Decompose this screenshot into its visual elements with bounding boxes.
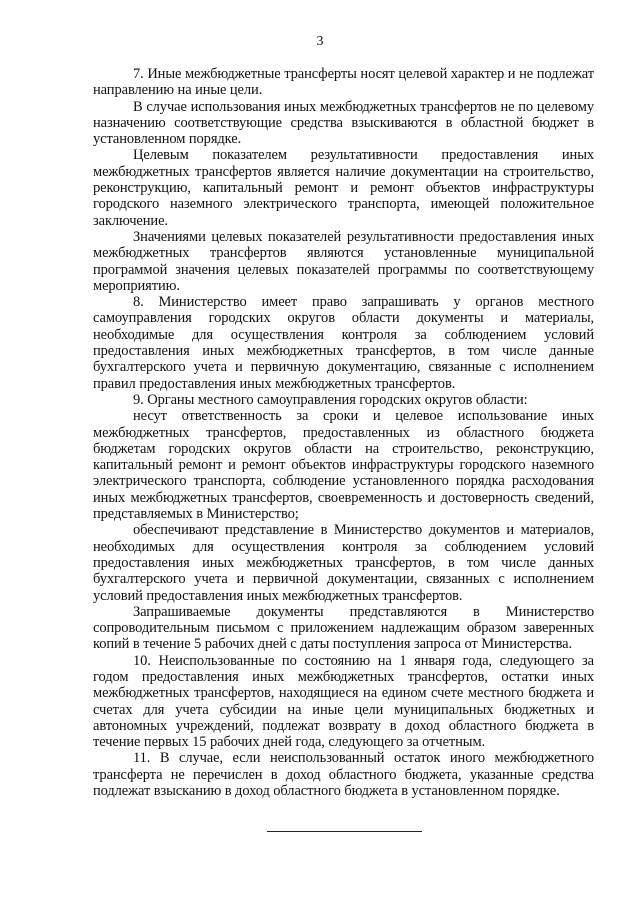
paragraph-11: 11. В случае, если неиспользованный остаток иного межбюджетного трансферта не перечислен в доход областного бюджета, указанные средства подлежат взысканию в доход областного бюджета в установленном порядке. — [93, 750, 594, 800]
end-of-text-divider — [267, 831, 422, 832]
paragraph-9-provision: обеспечивают представление в Министерство документов и материалов, необходимых для осуществления контроля за соблюдением условий предоставления иных межбюджетных трансфертов, в том числе данных бухгалтерского учета и первичной документации, связанных с исполнением условий предоставления иных межбюджетных трансфертов. — [93, 522, 594, 604]
paragraph-7-indicator-values: Значениями целевых показателей результативности предоставления иных межбюджетных трансфертов являются установленные муниципальной программой значения целевых показателей программы по соответствующему мероприятию. — [93, 228, 594, 294]
document-body — [93, 66, 594, 799]
paragraph-7-target-indicator: Целевым показателем результативности предоставления иных межбюджетных трансфертов является наличие документации на строительство, реконструкцию, капитальный ремонт и ремонт объектов инфраструктуры городского наземного электрического транспорта, имеющей положительное заключение. — [93, 147, 594, 229]
paragraph-7-misuse: В случае использования иных межбюджетных трансфертов не по целевому назначению соответствующие средства взыскиваются в областной бюджет в установленном порядке. — [93, 98, 594, 148]
paragraph-9-responsibility: несут ответственность за сроки и целевое использование иных межбюджетных трансфертов, предоставленных из областного бюджета бюджетам городских округов области на строительство, реконструкцию, капитальный ремонт и ремонт объектов инфраструктуры городского наземного электрического транспорта, соблюдение установленного порядка расходования иных межбюджетных трансфертов, своевременность и достоверность сведений, представляемых в Министерство; — [93, 408, 594, 523]
paragraph-7: 7. Иные межбюджетные трансферты носят целевой характер и не подлежат направлению на иные цели. — [93, 66, 594, 99]
paragraph-9: 9. Органы местного самоуправления городских округов области: — [133, 391, 528, 408]
paragraph-8: 8. Министерство имеет право запрашивать у органов местного самоуправления городских округов области документы и материалы, необходимые для осуществления контроля за соблюдением условий предоставления иных межбюджетных трансфертов, в том числе данные бухгалтерского учета и первичную документацию, связанные с исполнением правил предоставления иных межбюджетных трансфертов. — [93, 294, 594, 392]
paragraph-9-requested-documents: Запрашиваемые документы представляются в Министерство сопроводительным письмом с приложением надлежащим образом заверенных копий в течение 5 рабочих дней с даты поступления запроса от Министерства. — [93, 603, 594, 653]
page-number: 3 — [316, 34, 324, 49]
paragraph-10: 10. Неиспользованные по состоянию на 1 января года, следующего за годом предоставления иных межбюджетных трансфертов, остатки иных межбюджетных трансфертов, находящиеся на едином счете местного бюджета и счетах для учета субсидии на иные цели муниципальных бюджетных и автономных учреждений, подлежат возврату в доход областного бюджета в течение первых 15 рабочих дней года, следующего за отчетным. — [93, 652, 594, 751]
